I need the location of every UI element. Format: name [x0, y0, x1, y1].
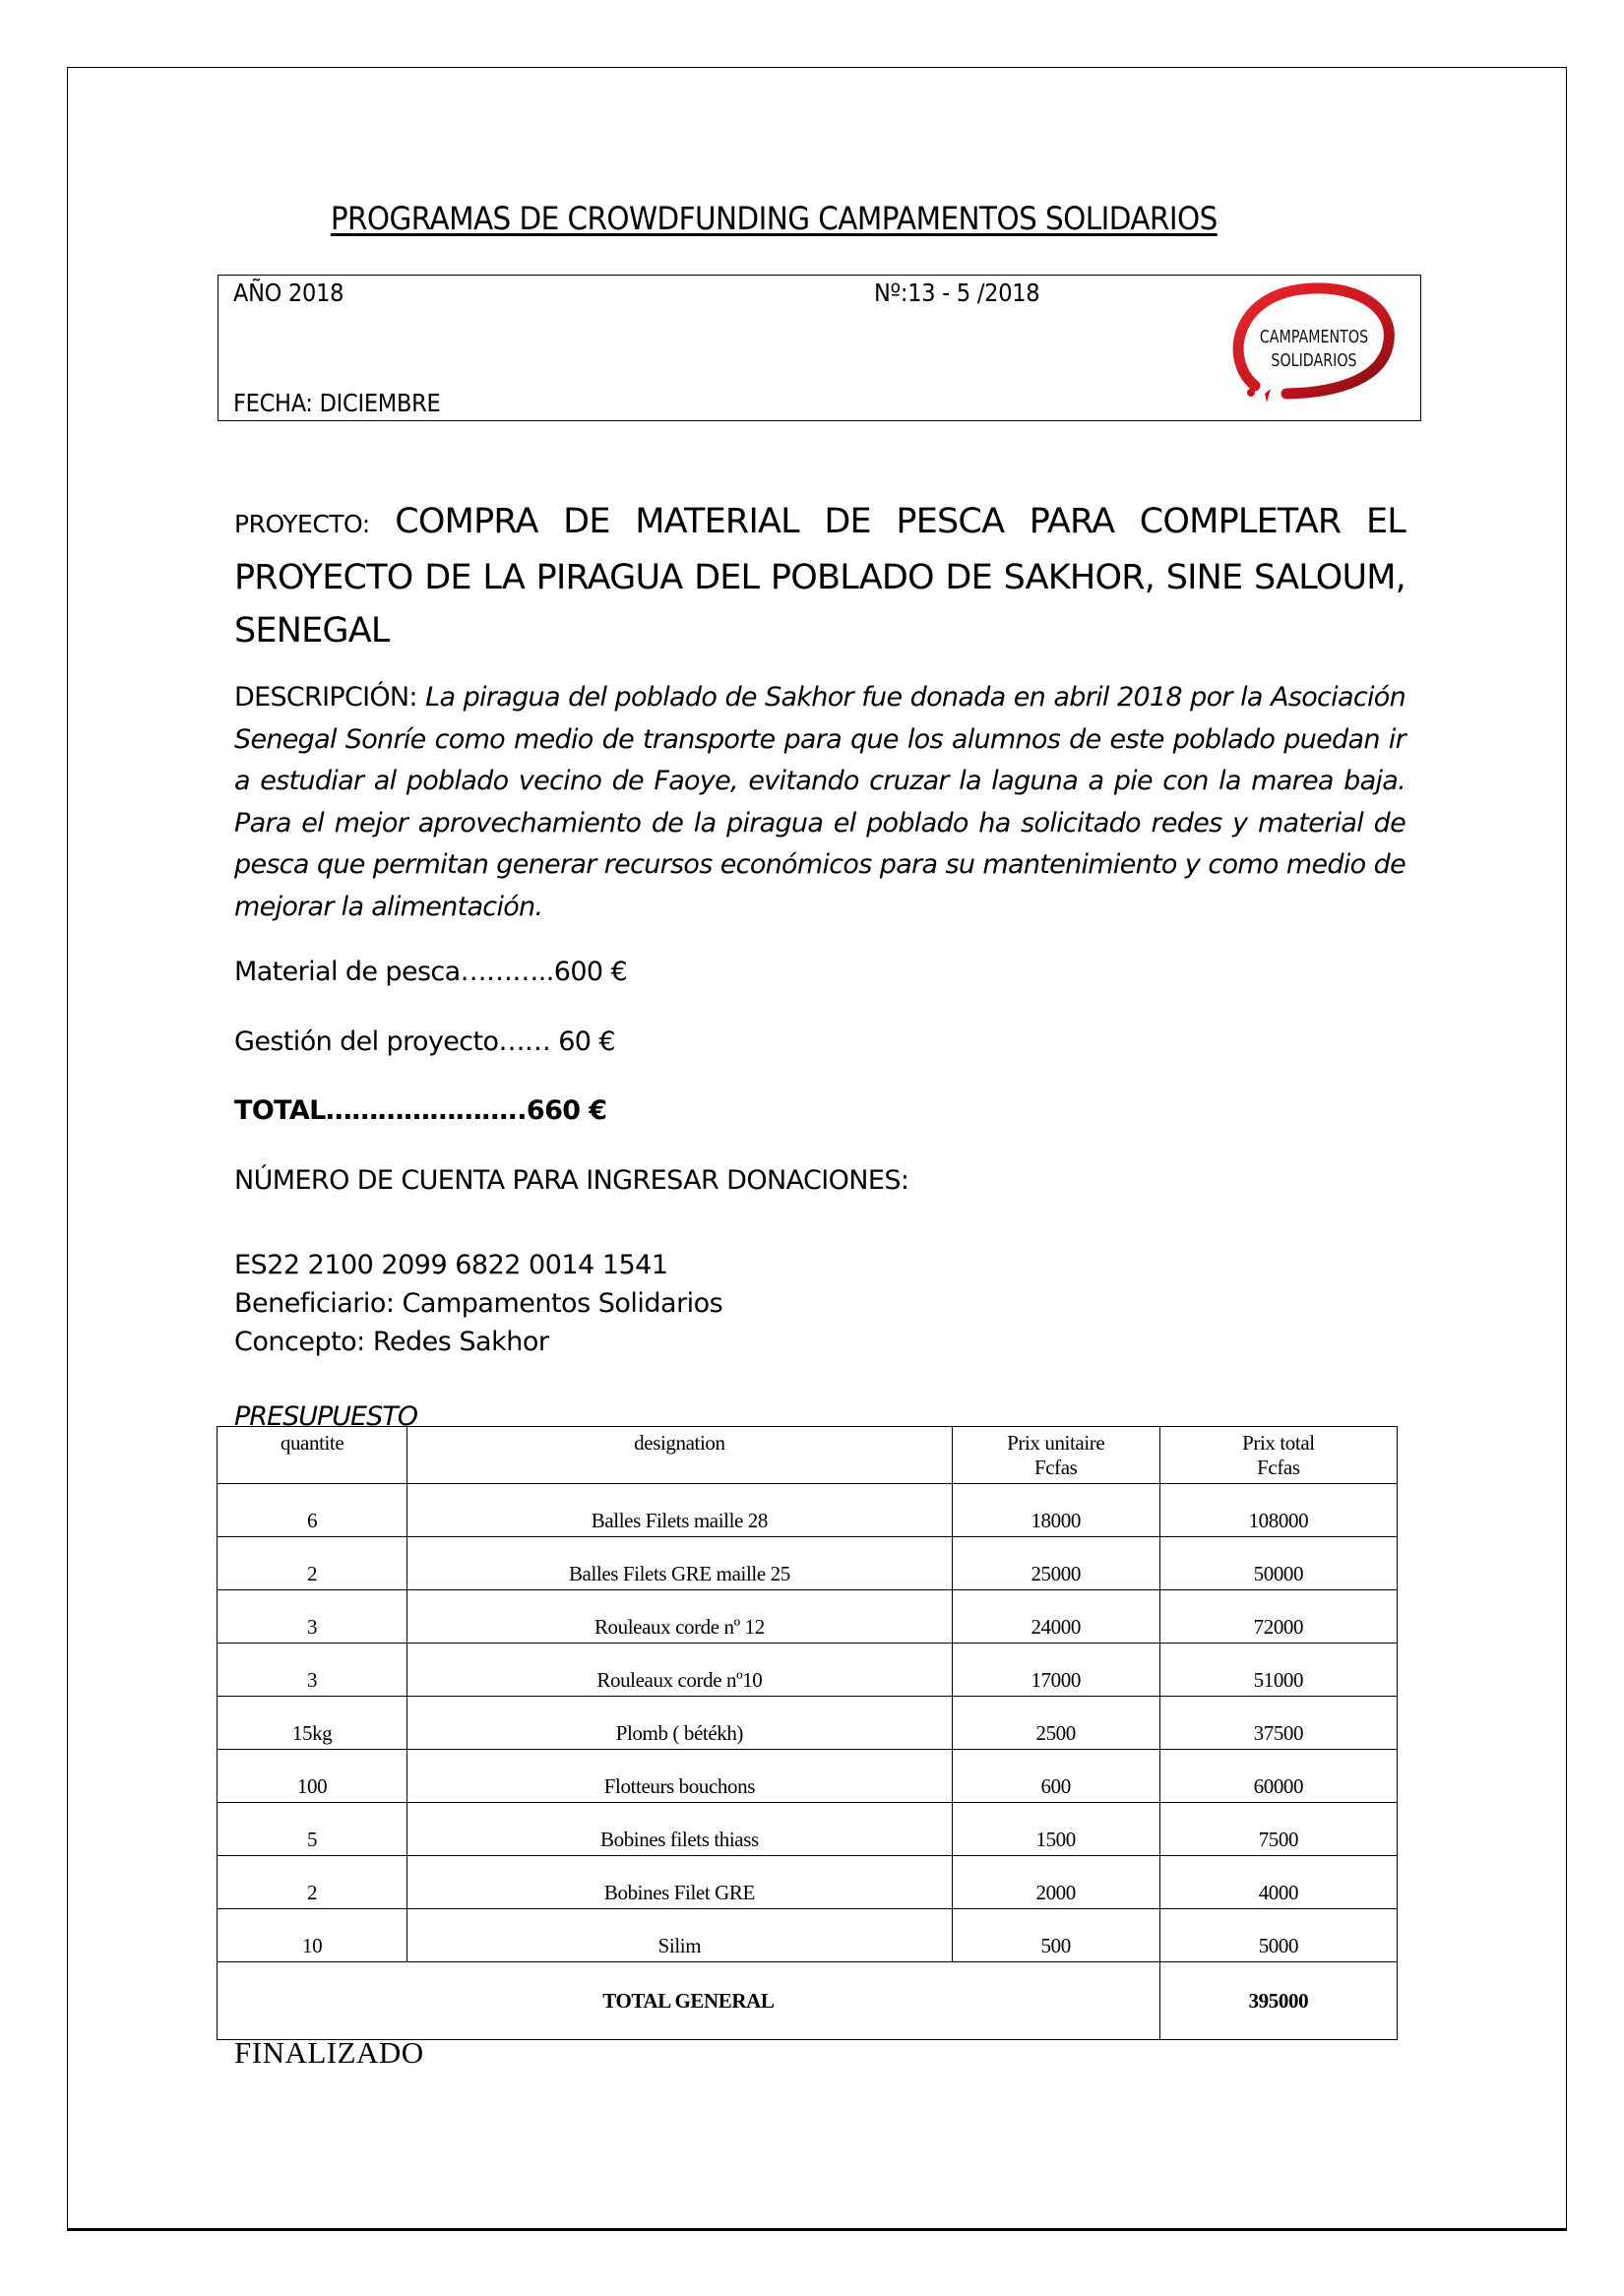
cell-quantity: 100 — [218, 1750, 407, 1803]
bank-iban: ES22 2100 2099 6822 0014 1541 — [234, 1250, 668, 1280]
cell-designation: Bobines filets thiass — [407, 1803, 952, 1856]
cell-unit-price: 1500 — [952, 1803, 1159, 1856]
cost-management: Gestión del proyecto…… 60 € — [234, 1026, 615, 1057]
cell-unit-price: 2500 — [952, 1697, 1159, 1750]
document-title: PROGRAMAS DE CROWDFUNDING CAMPAMENTOS SOLIDARIOS — [330, 200, 1218, 237]
header-quantity: quantite — [218, 1427, 407, 1484]
table-row — [218, 1856, 1398, 1909]
description-text: La piragua del poblado de Sakhor fue donada en abril 2018 por la Asociación Senegal Sonríe como medio de transporte para que los alumnos de este poblado puedan ir a estudiar al poblado vecino de Faoye, evitando cruzar la laguna a pie con la marea baja. Para el mejor aprovechamiento de la piragua el poblado ha solicitado redes y material de pesca que permitan generar recursos económicos para su mantenimiento y como medio de mejorar la alimentación. — [234, 682, 1406, 922]
cell-total-price: 60000 — [1159, 1750, 1397, 1803]
cell-quantity: 15kg — [218, 1697, 407, 1750]
total-general-label: TOTAL GENERAL — [218, 1962, 1160, 2040]
budget-label: PRESUPUESTO — [234, 1401, 417, 1432]
header-designation: designation — [407, 1427, 952, 1484]
cell-quantity: 10 — [218, 1909, 407, 1962]
project-label: PROYECTO: — [234, 510, 370, 538]
bank-beneficiary: Beneficiario: Campamentos Solidarios — [234, 1288, 723, 1319]
reference-number: Nº:13 - 5 /2018 — [874, 279, 1040, 307]
cell-unit-price: 24000 — [952, 1590, 1159, 1644]
svg-text:CAMPAMENTOS: CAMPAMENTOS — [1259, 326, 1369, 347]
cell-designation: Plomb ( bétékh) — [407, 1697, 952, 1750]
cell-designation: Silim — [407, 1909, 952, 1962]
cell-unit-price: 2000 — [952, 1856, 1159, 1909]
bank-details — [234, 1246, 722, 1361]
cell-total-price: 4000 — [1159, 1856, 1397, 1909]
table-row — [218, 1909, 1398, 1962]
cell-total-price: 72000 — [1159, 1590, 1397, 1644]
budget-table — [217, 1426, 1398, 2040]
svg-text:SOLIDARIOS: SOLIDARIOS — [1271, 349, 1357, 371]
cell-total-price: 37500 — [1159, 1697, 1397, 1750]
cell-quantity: 3 — [218, 1590, 407, 1644]
cell-total-price: 7500 — [1159, 1803, 1397, 1856]
cell-designation: Rouleaux corde nº10 — [407, 1644, 952, 1697]
cell-quantity: 2 — [218, 1856, 407, 1909]
cell-designation: Balles Filets maille 28 — [407, 1484, 952, 1537]
year-label: AÑO 2018 — [233, 279, 344, 307]
bank-heading: NÚMERO DE CUENTA PARA INGRESAR DONACIONES: — [234, 1165, 909, 1196]
table-row — [218, 1484, 1398, 1537]
cell-designation: Rouleaux corde nº 12 — [407, 1590, 952, 1644]
cost-material: Material de pesca………..600 € — [234, 957, 628, 987]
cell-total-price: 51000 — [1159, 1644, 1397, 1697]
cell-unit-price: 600 — [952, 1750, 1159, 1803]
table-row — [218, 1644, 1398, 1697]
header-unit-price: Prix unitaire Fcfas — [952, 1427, 1159, 1484]
date-label: FECHA: DICIEMBRE — [233, 389, 441, 417]
cell-unit-price: 18000 — [952, 1484, 1159, 1537]
cost-total: TOTAL…………………..660 € — [234, 1095, 607, 1126]
cell-total-price: 108000 — [1159, 1484, 1397, 1537]
table-row — [218, 1537, 1398, 1590]
table-row — [218, 1750, 1398, 1803]
cell-total-price: 50000 — [1159, 1537, 1397, 1590]
project-title: COMPRA DE MATERIAL DE PESCA PARA COMPLETAR EL PROYECTO DE LA PIRAGUA DEL POBLADO DE SAKHOR, SINE SALOUM, SENEGAL — [234, 502, 1405, 651]
cell-quantity: 2 — [218, 1537, 407, 1590]
cell-quantity: 6 — [218, 1484, 407, 1537]
cell-unit-price: 17000 — [952, 1644, 1159, 1697]
cell-designation: Flotteurs bouchons — [407, 1750, 952, 1803]
header-total-price: Prix total Fcfas — [1159, 1427, 1397, 1484]
total-general-value: 395000 — [1159, 1962, 1397, 2040]
cell-quantity: 5 — [218, 1803, 407, 1856]
status-label: FINALIZADO — [234, 2035, 424, 2070]
table-header-row — [218, 1427, 1398, 1484]
description-label: DESCRIPCIÓN: — [234, 682, 417, 713]
campamentos-solidarios-logo-icon — [1225, 282, 1398, 410]
table-row — [218, 1590, 1398, 1644]
table-row — [218, 1803, 1398, 1856]
cell-designation: Balles Filets GRE maille 25 — [407, 1537, 952, 1590]
table-row — [218, 1697, 1398, 1750]
cell-total-price: 5000 — [1159, 1909, 1397, 1962]
cell-quantity: 3 — [218, 1644, 407, 1697]
project-section — [234, 495, 1405, 657]
description-section — [234, 677, 1405, 929]
cell-unit-price: 25000 — [952, 1537, 1159, 1590]
table-total-row — [218, 1962, 1398, 2040]
cell-unit-price: 500 — [952, 1909, 1159, 1962]
bank-concept: Concepto: Redes Sakhor — [234, 1327, 549, 1357]
cell-designation: Bobines Filet GRE — [407, 1856, 952, 1909]
